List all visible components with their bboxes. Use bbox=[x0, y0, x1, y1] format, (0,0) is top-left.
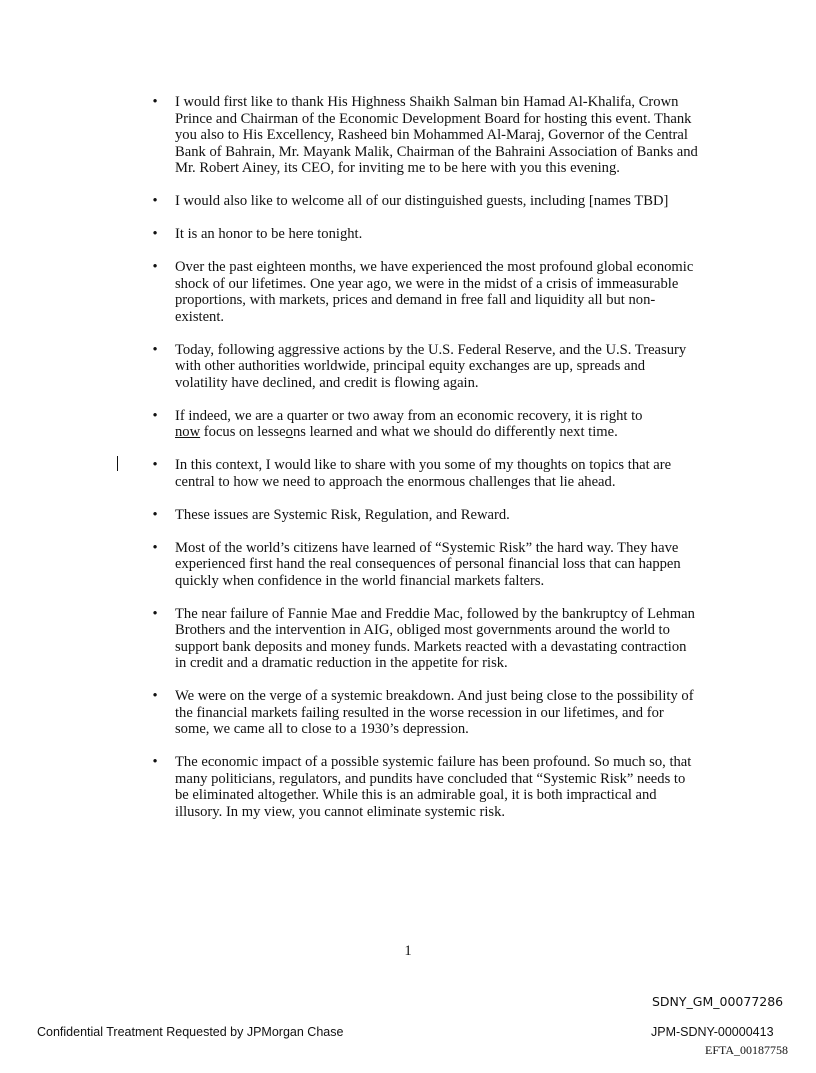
bates-number-bottom: JPM-SDNY-00000413 bbox=[651, 1025, 774, 1039]
bullet-text: Over the past eighteen months, we have experienced the most profound global economic shock of our lifetimes. One year ago, we were in the midst of a crisis of immeasurable proportions, with markets, prices and demand in free fall and liquidity all but non-existent. bbox=[175, 259, 694, 325]
bullet-item bbox=[150, 193, 698, 210]
bullet-text: The near failure of Fannie Mae and Freddie Mac, followed by the bankruptcy of Lehman Brothers and the intervention in AIG, obliged most governments around the world to support bank deposits and money funds. Markets reacted with a devastating contraction in credit and a dramatic reduction in the appetite for risk. bbox=[175, 605, 695, 671]
bullet-text: I would first like to thank His Highness Shaikh Salman bin Hamad Al-Khalifa, Crown Prince and Chairman of the Economic Development Board for hosting this event. Thank you also to His Excellency, Rasheed bin Mohammed Al-Maraj, Governor of the Central Bank of Bahrain, Mr. Mayank Malik, Chairman of the Bahraini Association of Banks and Mr. Robert Ainey, its CEO, for inviting me to be here with you this evening. bbox=[175, 94, 698, 176]
bullet-item bbox=[150, 94, 698, 177]
bates-number-top: SDNY_GM_00077286 bbox=[652, 994, 784, 1009]
bullet-item bbox=[150, 507, 698, 524]
bullet-text: In this context, I would like to share with you some of my thoughts on topics that are central to how we need to approach the enormous challenges that lie ahead. bbox=[175, 457, 672, 490]
bullet-text: It is an honor to be here tonight. bbox=[175, 226, 363, 242]
bullet-text-fragment: ns learned and what we should do differently next time. bbox=[292, 424, 618, 440]
bullet-dot: • bbox=[152, 226, 158, 242]
bullet-dot: • bbox=[152, 259, 158, 275]
bullet-item bbox=[150, 226, 698, 243]
bullet-item bbox=[150, 457, 698, 490]
bullet-item bbox=[150, 342, 698, 392]
bullet-item bbox=[150, 408, 698, 441]
bullet-dot: • bbox=[152, 407, 158, 424]
bullet-text: I would also like to welcome all of our distinguished guests, including [names TBD] bbox=[175, 193, 669, 209]
bullet-dot: • bbox=[152, 754, 158, 770]
speech-bullet-list bbox=[150, 94, 698, 837]
confidential-footer: Confidential Treatment Requested by JPMorgan Chase bbox=[37, 1025, 344, 1039]
bullet-text: These issues are Systemic Risk, Regulation, and Reward. bbox=[175, 506, 510, 523]
bullet-dot: • bbox=[152, 457, 158, 473]
bullet-item bbox=[150, 688, 698, 738]
underlined-word: now bbox=[175, 424, 201, 440]
bullet-text: We were on the verge of a systemic breakdown. And just being close to the possibility of the financial markets failing resulted in the worse recession in our lifetimes, and for some, we came all to close to a 1930’s depression. bbox=[175, 688, 694, 737]
bullet-text: The economic impact of a possible systemic failure has been profound. So much so, that many politicians, regulators, and pundits have concluded that “Systemic Risk” needs to be eliminated altogether. While this is an admirable goal, it is both impractical and illusory. In my view, you cannot eliminate systemic risk. bbox=[175, 754, 692, 820]
bullet-dot: • bbox=[152, 605, 158, 622]
bullet-text: Most of the world’s citizens have learned of “Systemic Risk” the hard way. They have experienced first hand the real consequences of personal financial loss that can happen quickly when confidence in the world financial markets falters. bbox=[175, 539, 681, 589]
bullet-text-with-edits bbox=[175, 408, 698, 441]
bullet-dot: • bbox=[152, 94, 158, 110]
bullet-dot: • bbox=[152, 341, 158, 358]
bullet-dot: • bbox=[152, 688, 158, 704]
bullet-item bbox=[150, 540, 698, 590]
bullet-text: Today, following aggressive actions by the U.S. Federal Reserve, and the U.S. Treasury with other authorities worldwide, principal equity exchanges are up, spreads and volatility have declined, and credit is flowing again. bbox=[175, 341, 687, 391]
page-number: 1 bbox=[404, 943, 412, 959]
efta-identifier: EFTA_00187758 bbox=[705, 1043, 789, 1057]
bullet-text-line: If indeed, we are a quarter or two away from an economic recovery, it is right to bbox=[175, 407, 643, 424]
bullet-text-fragment: focus on lesse bbox=[200, 424, 286, 440]
underlined-letter: o bbox=[285, 424, 293, 440]
bullet-item bbox=[150, 259, 698, 325]
bullet-dot: • bbox=[152, 506, 158, 523]
bullet-item bbox=[150, 754, 698, 820]
bullet-item bbox=[150, 606, 698, 672]
bullet-dot: • bbox=[152, 193, 158, 209]
bullet-dot: • bbox=[152, 539, 158, 556]
revision-change-bar bbox=[117, 456, 118, 471]
